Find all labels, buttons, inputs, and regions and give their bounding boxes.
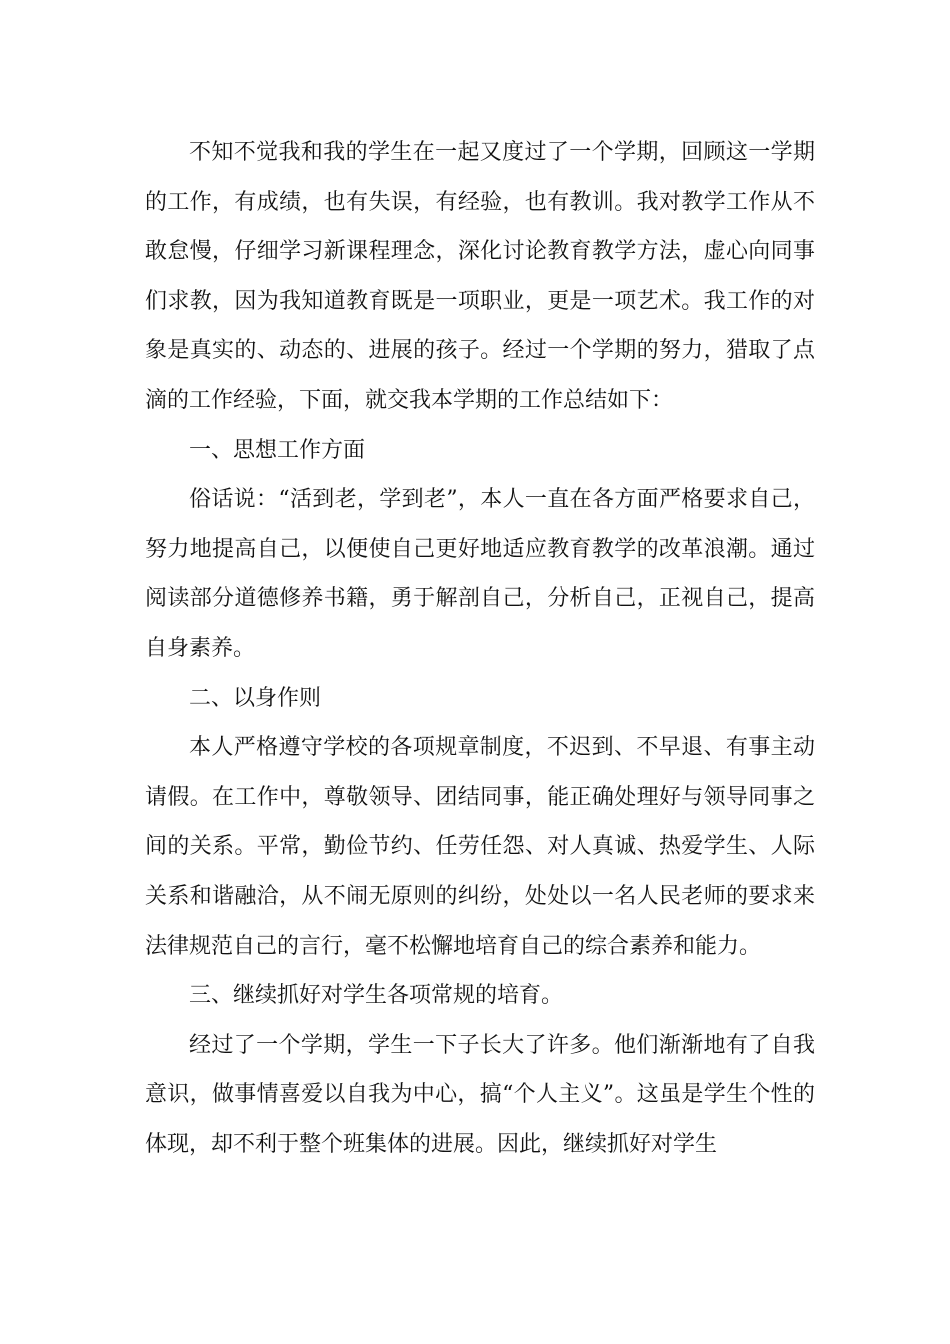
section-heading-example: 二、以身作则	[189, 685, 322, 711]
thinking-paragraph: 俗话说：“活到老，学到老”，本人一直在各方面严格要求自己，努力地提高自己，以便使自己更好地适应教育教学的改革浪潮。通过阅读部分道德修养书籍，勇于解剖自己，分析自己，正视自己，提高自身素养。	[145, 487, 815, 661]
document-body	[145, 128, 815, 1169]
section-heading-routine: 三、继续抓好对学生各项常规的培育。	[189, 983, 564, 1009]
example-paragraph: 本人严格遵守学校的各项规章制度，不迟到、不早退、有事主动请假。在工作中，尊敬领导、团结同事，能正确处理好与领导同事之间的关系。平常，勤俭节约、任劳任怨、对人真诚、热爱学生、人际关系和谐融洽，从不闹无原则的纠纷，处处以一名人民老师的要求来法律规范自己的言行，毫不松懈地培育自己的综合素养和能力。	[145, 735, 815, 959]
routine-paragraph: 经过了一个学期，学生一下子长大了许多。他们渐渐地有了自我意识，做事情喜爱以自我为中心，搞“个人主义”。这虽是学生个性的体现，却不利于整个班集体的进展。因此，继续抓好对学生	[145, 1032, 815, 1157]
intro-paragraph: 不知不觉我和我的学生在一起又度过了一个学期，回顾这一学期的工作，有成绩，也有失误，有经验，也有教训。我对教学工作从不敢怠慢，仔细学习新课程理念，深化讨论教育教学方法，虚心向同事们求教，因为我知道教育既是一项职业，更是一项艺术。我工作的对象是真实的、动态的、进展的孩子。经过一个学期的努力，猎取了点滴的工作经验，下面，就交我本学期的工作总结如下：	[145, 140, 815, 413]
section-heading-thinking: 一、思想工作方面	[189, 437, 366, 463]
